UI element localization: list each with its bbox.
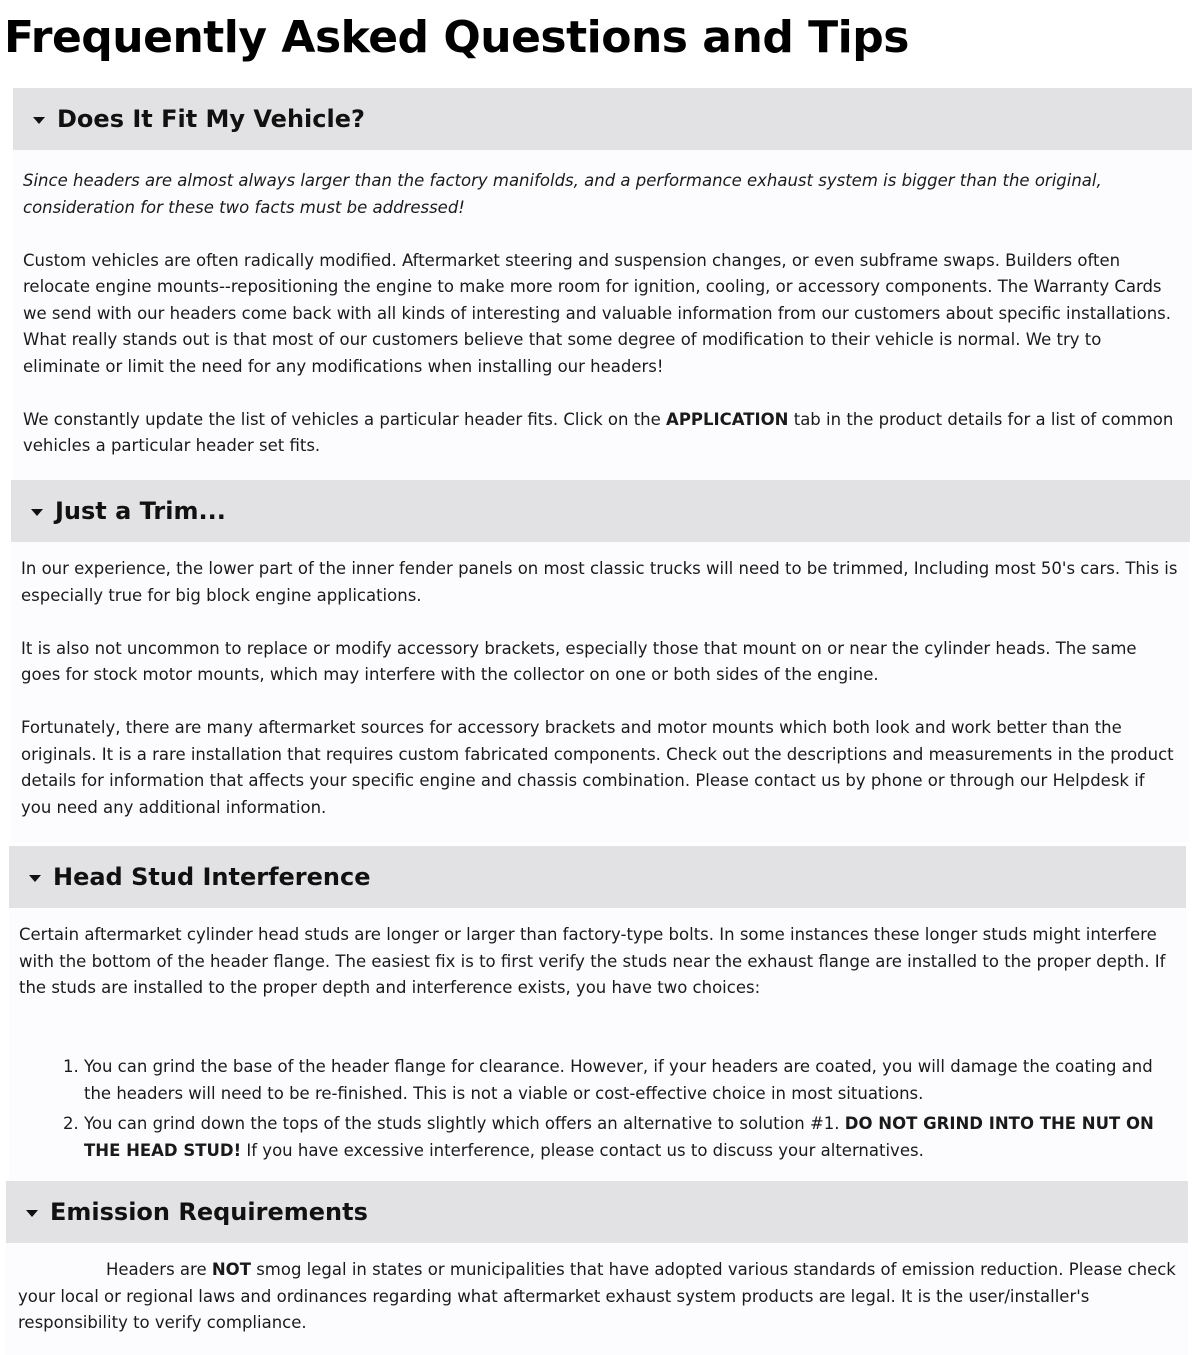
faq-toggle-trim[interactable] <box>11 480 1190 542</box>
section-paragraph: In our experience, the lower part of the inner fender panels on most classic trucks will need to be trimmed, Including most 50's cars. This is especially true for big block engine applications. <box>21 559 1178 605</box>
caret-down-icon <box>33 117 45 124</box>
section-body <box>6 1243 1188 1355</box>
section-body <box>13 150 1192 480</box>
section-paragraph: Certain aftermarket cylinder head studs are longer or larger than factory-type bolts. In some instances these longer studs might interfere with the bottom of the header flange. The easiest fix is to first verify the studs near the exhaust flange are installed to the proper depth. If the studs are installed to the proper depth and interference exists, you have two choices: <box>19 925 1166 997</box>
section-body <box>9 908 1186 1180</box>
list-item: 1. You can grind the base of the header flange for clearance. However, if your headers are coated, you will damage the coating and the headers will need to be re-finished. This is not a viable or cost-effective choice in most situations. <box>84 1054 1176 1107</box>
faq-section-head-stud <box>9 846 1186 1180</box>
choices-list <box>19 1054 1176 1164</box>
section-paragraph: Headers are NOT smog legal in states or municipalities that have adopted various standards of emission reduction. Please check your local or regional laws and ordinances regarding what aftermarket exhaust system products are legal. It is the user/installer's responsibility to verify compliance. <box>18 1260 1176 1332</box>
faq-toggle-head-stud[interactable] <box>9 846 1186 908</box>
application-tab-mention: APPLICATION <box>666 409 789 429</box>
caret-down-icon <box>26 1210 38 1217</box>
page-title: Frequently Asked Questions and Tips <box>4 12 909 63</box>
section-title: Head Stud Interference <box>53 863 371 891</box>
faq-toggle-fit[interactable] <box>13 88 1192 150</box>
faq-section-emission <box>6 1181 1188 1355</box>
faq-section-fit <box>13 88 1192 480</box>
section-body <box>11 542 1190 842</box>
list-item: 2. You can grind down the tops of the studs slightly which offers an alternative to solution #1. DO NOT GRIND INTO THE NUT ON THE HEAD STUD! If you have excessive interference, please contact us to discuss your alternatives. <box>84 1111 1176 1164</box>
faq-toggle-emission[interactable] <box>6 1181 1188 1243</box>
warning-text: DO NOT GRIND INTO THE NUT ON THE HEAD STUD! <box>84 1114 1154 1160</box>
not-emphasis: NOT <box>211 1260 251 1279</box>
section-paragraph: Fortunately, there are many aftermarket sources for accessory brackets and motor mounts which both look and work better than the originals. It is a rare installation that requires custom fabricated components. Check out the descriptions and measurements in the product details for information that affects your specific engine and chassis combination. Please contact us by phone or through our Helpdesk if you need any additional information. <box>21 718 1174 817</box>
caret-down-icon <box>29 875 41 882</box>
caret-down-icon <box>31 509 43 516</box>
section-paragraph: It is also not uncommon to replace or modify accessory brackets, especially those that mount on or near the cylinder heads. The same goes for stock motor mounts, which may interfere with the collector on one or both sides of the engine. <box>21 638 1137 684</box>
section-title: Does It Fit My Vehicle? <box>57 105 365 133</box>
section-title: Emission Requirements <box>50 1198 368 1226</box>
section-paragraph: Custom vehicles are often radically modified. Aftermarket steering and suspension changes, or even subframe swaps. Builders often relocate engine mounts--repositioning the engine to make more room for ignition, cooling, or accessory components. The Warranty Cards we send with our headers come back with all kinds of interesting and valuable information from our customers about specific installations. What really stands out is that most of our customers believe that some degree of modification to their vehicle is normal. We try to eliminate or limit the need for any modifications when installing our headers! <box>23 250 1171 376</box>
faq-section-trim <box>11 480 1190 842</box>
spacer <box>19 1028 1176 1054</box>
section-intro: Since headers are almost always larger than the factory manifolds, and a performance exhaust system is bigger than the original, consideration for these two facts must be addressed! <box>23 171 1102 217</box>
section-title: Just a Trim... <box>55 497 226 525</box>
section-paragraph: We constantly update the list of vehicles a particular header fits. Click on the APPLICATION tab in the product details for a list of common vehicles a particular header set fits. <box>23 409 1174 455</box>
